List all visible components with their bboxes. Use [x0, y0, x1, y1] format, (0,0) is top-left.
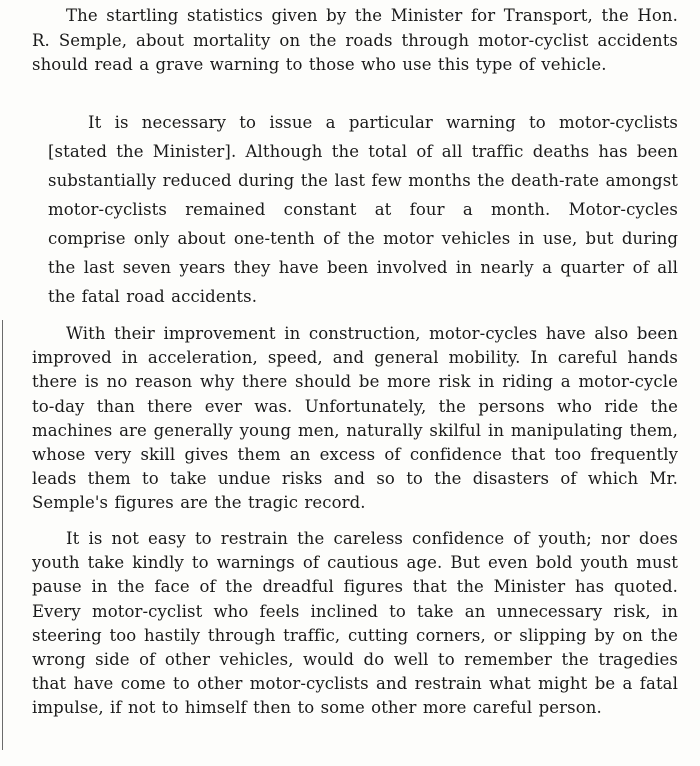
column-rule	[2, 320, 3, 750]
paragraph-minister-quote: It is necessary to issue a particular warning to motor-cyclists [stated the Minister]. Although the total of all traffic deaths has been substantially reduced during the last few months the death-rate amongst motor-cyclists remained constant at four a month. Motor-cycles comprise only about one-tenth of the motor vehicles in use, but during the last seven years they have been involved in nearly a quarter of all the fatal road accidents.	[48, 113, 678, 306]
paragraph-intro: The startling statistics given by the Minister for Transport, the Hon. R. Semple, about mortality on the roads through motor-cyclist accidents should read a grave warning to those who use this type of vehicle.	[32, 6, 678, 74]
paragraph-conclusion: It is not easy to restrain the careless confidence of youth; nor does youth take kindly to warnings of cautious age. But even bold youth must pause in the face of the dreadful figures that the Minister has quoted. Every motor-cyclist who feels inclined to take an unnecessary risk, in steering too hastily through traffic, cutting corners, or slipping by on the wrong side of other vehicles, would do well to remember the tragedies that have come to other motor-cyclists and restrain what might be a fatal impulse, if not to himself then to some other more careful person.	[32, 529, 678, 718]
paragraph-improvement: With their improvement in construction, motor-cycles have also been improved in acceleration, speed, and general mobility. In careful hands there is no reason why there should be more risk in riding a motor-cycle to-day than there ever was. Unfortunately, the persons who ride the machines are generally young men, naturally skilful in manipulating them, whose very skill gives them an excess of confidence that too frequently leads them to take undue risks and so to the disasters of which Mr. Semple's figures are the tragic record.	[32, 324, 678, 513]
